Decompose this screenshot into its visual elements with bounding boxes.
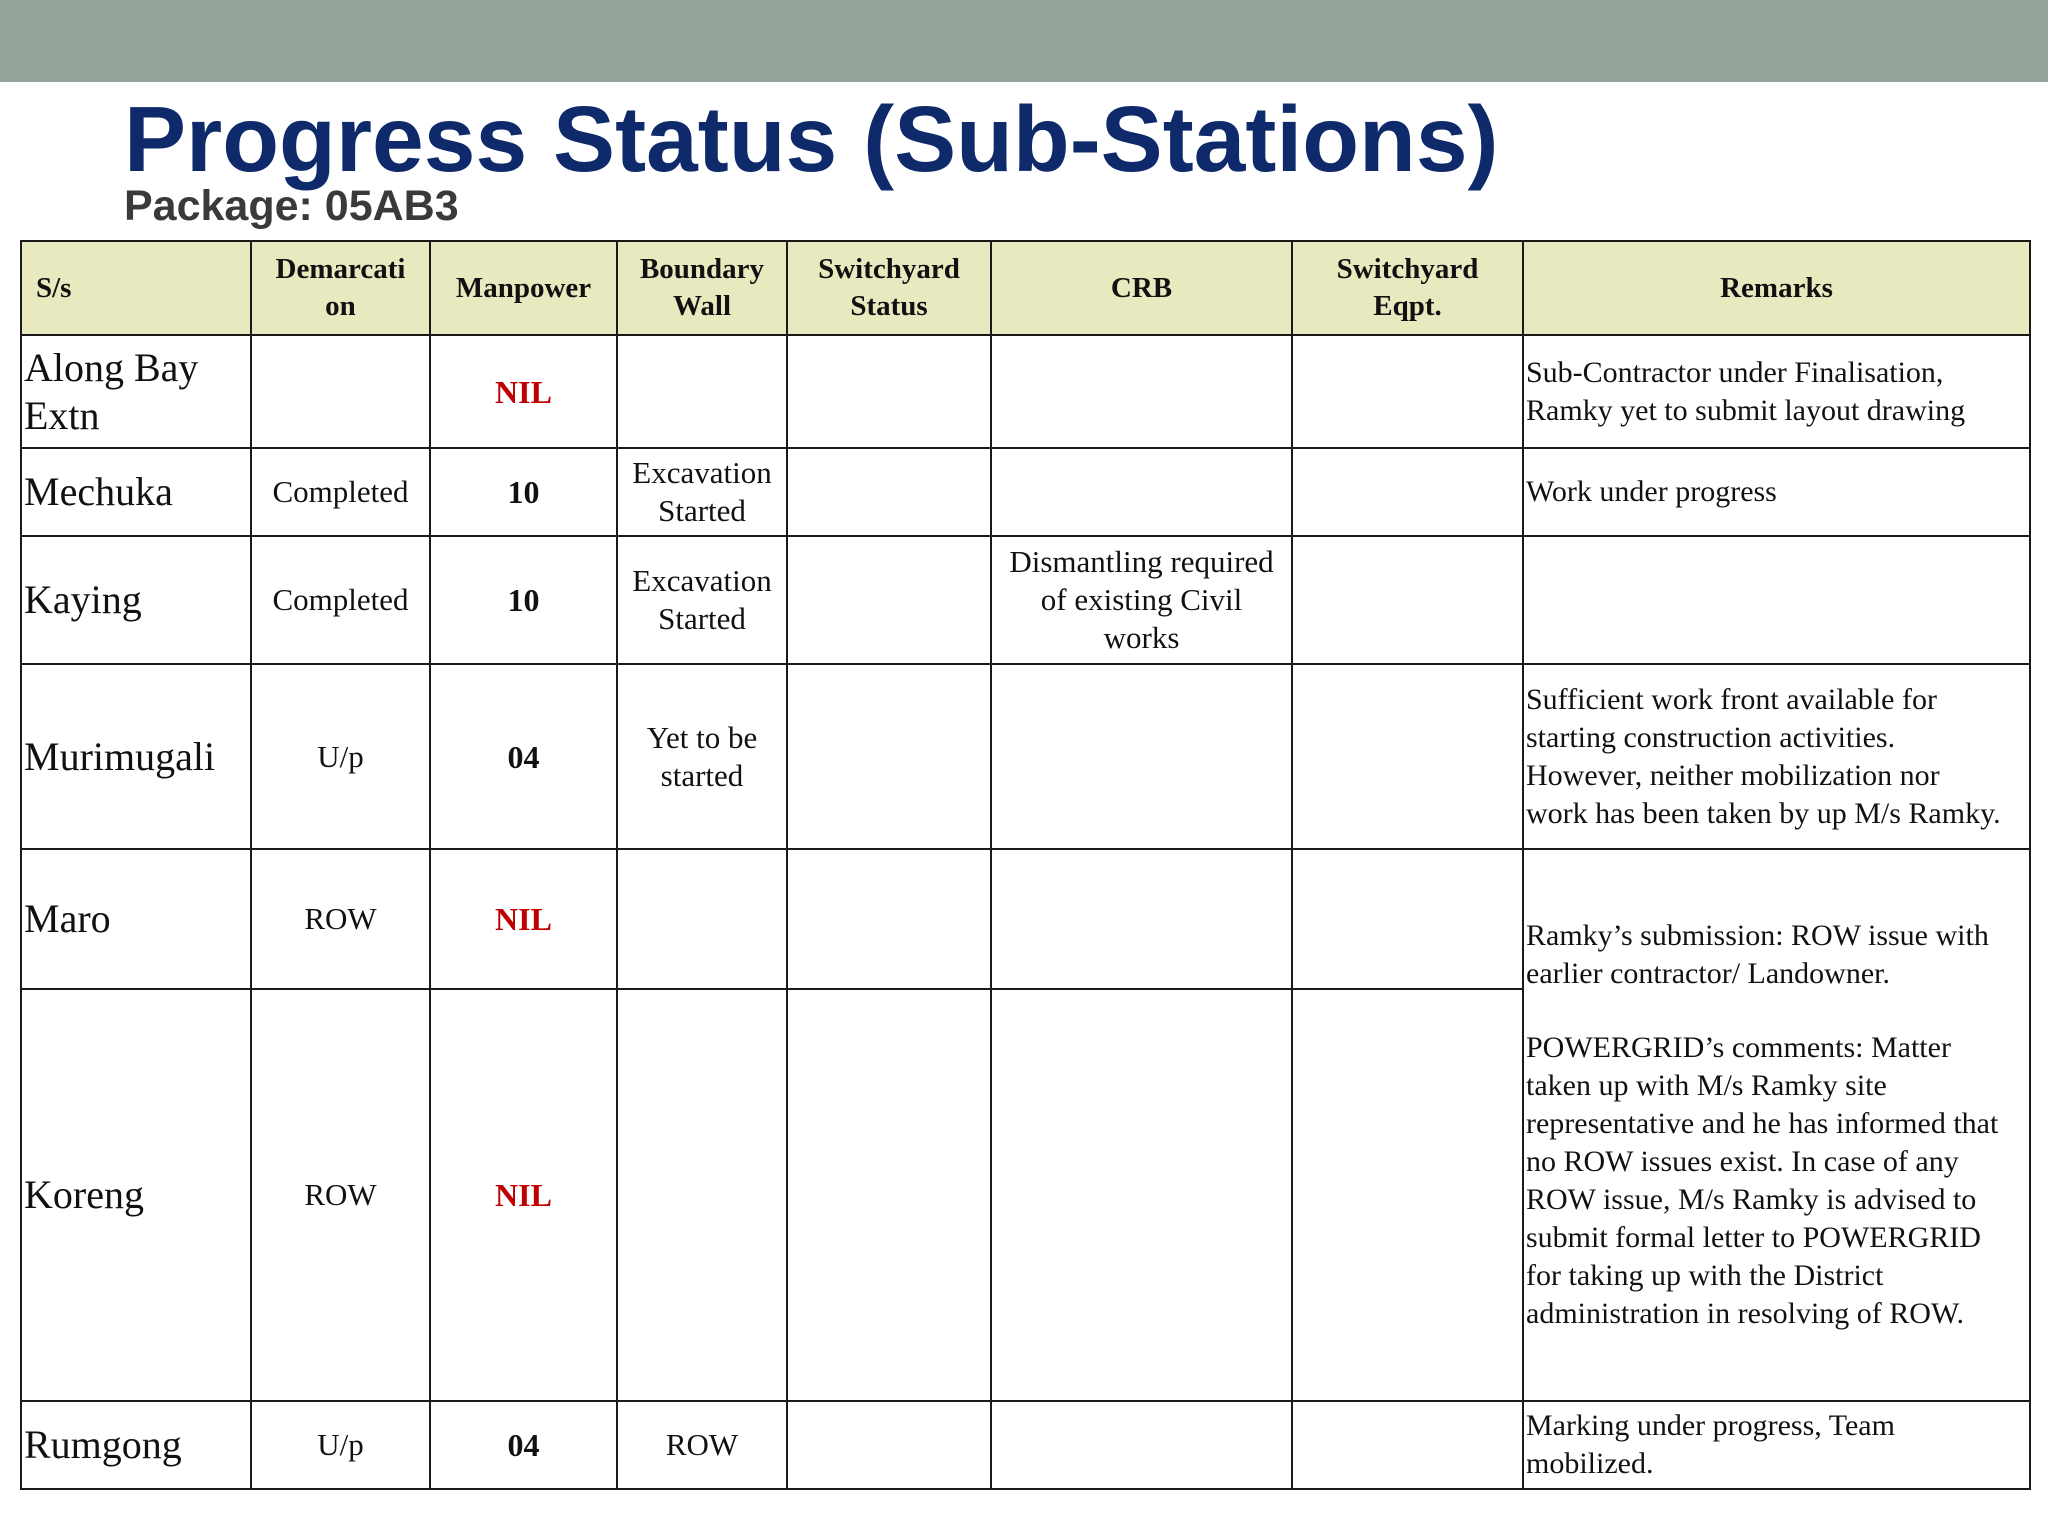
boundary-wall-line-2: Started (658, 601, 746, 636)
cell-manpower: NIL (430, 335, 617, 448)
cell-manpower: 04 (430, 664, 617, 849)
cell-demarcation: ROW (251, 849, 430, 989)
cell-crb (991, 849, 1292, 989)
remarks-gap (1526, 993, 2027, 1029)
header-boundary-wall (617, 241, 787, 335)
cell-demarcation: Completed (251, 536, 430, 664)
cell-substation: Kaying (21, 536, 251, 664)
cell-manpower: NIL (430, 989, 617, 1401)
remarks-line-2: Ramky yet to submit layout drawing (1526, 393, 1966, 427)
table-row (21, 1401, 2030, 1489)
cell-boundary-wall (617, 664, 787, 849)
cell-switchyard-eqpt (1292, 989, 1523, 1401)
cell-crb (991, 989, 1292, 1401)
boundary-wall-line-1: Yet to be (646, 719, 758, 755)
substation-name-line-2: Extn (24, 392, 100, 438)
cell-switchyard-eqpt (1292, 536, 1523, 664)
cell-remarks (1523, 664, 2030, 849)
cell-manpower: NIL (430, 849, 617, 989)
header-ss: S/s (21, 241, 251, 335)
cell-substation (21, 335, 251, 448)
cell-switchyard-eqpt (1292, 849, 1523, 989)
boundary-wall-line-2: Started (658, 493, 746, 528)
boundary-wall-line-1: Excavation (632, 563, 772, 598)
cell-substation: Rumgong (21, 1401, 251, 1489)
package-subtitle: Package: 05AB3 (124, 182, 459, 230)
remarks-line-8: submit formal letter to POWERGRID (1526, 1221, 1981, 1254)
header-crb: CRB (991, 241, 1292, 335)
crb-line-3: works (1103, 620, 1180, 655)
remarks-line-2: mobilized. (1526, 1447, 1654, 1480)
remarks-line-4: work has been taken by up M/s Ramky. (1526, 796, 2001, 830)
boundary-wall-line-2: started (660, 757, 744, 793)
table-row (21, 536, 2030, 664)
remarks-line-10: administration in resolving of ROW. (1526, 1297, 1965, 1330)
remarks-line-9: for taking up with the District (1526, 1259, 1884, 1292)
remarks-line-6: no ROW issues exist. In case of any (1526, 1145, 1959, 1178)
top-banner (0, 0, 2048, 82)
cell-switchyard-eqpt (1292, 448, 1523, 536)
cell-remarks (1523, 536, 2030, 664)
header-row (21, 241, 2030, 335)
page-title: Progress Status (Sub-Stations) (124, 87, 1499, 191)
cell-switchyard-eqpt (1292, 664, 1523, 849)
cell-boundary-wall (617, 989, 787, 1401)
header-boundary-wall-line-2: Wall (672, 290, 731, 322)
header-switchyard-status-line-1: Switchyard (818, 253, 960, 285)
cell-boundary-wall (617, 448, 787, 536)
cell-remarks: Work under progress (1523, 448, 2030, 536)
crb-line-1: Dismantling required (1009, 544, 1274, 579)
cell-crb (991, 448, 1292, 536)
header-boundary-wall-line-1: Boundary (639, 253, 765, 285)
remarks-line-3: POWERGRID’s comments: Matter (1526, 1031, 1951, 1064)
cell-substation: Koreng (21, 989, 251, 1401)
boundary-wall-line-1: Excavation (632, 455, 772, 490)
header-remarks: Remarks (1523, 241, 2030, 335)
table-row (21, 849, 2030, 989)
cell-boundary-wall (617, 335, 787, 448)
progress-status-table (20, 240, 2031, 1490)
cell-remarks (1523, 1401, 2030, 1489)
cell-remarks-merged (1523, 849, 2030, 1401)
cell-switchyard-status (787, 448, 991, 536)
header-switchyard-eqpt (1292, 241, 1523, 335)
header-switchyard-eqpt-line-1: Switchyard (1336, 253, 1479, 285)
substation-name-line-1: Along Bay (24, 344, 199, 390)
header-demarcation-line-1: Demarcati (275, 253, 406, 285)
cell-crb (991, 335, 1292, 448)
cell-remarks (1523, 335, 2030, 448)
cell-switchyard-status (787, 536, 991, 664)
remarks-line-1: Sufficient work front available for (1526, 682, 1937, 716)
cell-switchyard-status (787, 335, 991, 448)
remarks-line-4: taken up with M/s Ramky site (1526, 1069, 1887, 1102)
remarks-line-7: ROW issue, M/s Ramky is advised to (1526, 1183, 1977, 1216)
header-switchyard-status (787, 241, 991, 335)
table-row (21, 664, 2030, 849)
cell-boundary-wall (617, 849, 787, 989)
cell-substation: Murimugali (21, 664, 251, 849)
remarks-line-2: earlier contractor/ Landowner. (1526, 957, 1890, 990)
cell-switchyard-status (787, 664, 991, 849)
cell-demarcation: Completed (251, 448, 430, 536)
remarks-line-1: Ramky’s submission: ROW issue with (1526, 919, 1989, 952)
remarks-line-1: Marking under progress, Team (1526, 1409, 1895, 1442)
cell-demarcation: ROW (251, 989, 430, 1401)
cell-demarcation: U/p (251, 1401, 430, 1489)
cell-switchyard-status (787, 989, 991, 1401)
cell-switchyard-status (787, 1401, 991, 1489)
table-row (21, 335, 2030, 448)
cell-crb (991, 536, 1292, 664)
cell-manpower: 04 (430, 1401, 617, 1489)
cell-substation: Maro (21, 849, 251, 989)
crb-line-2: of existing Civil (1040, 582, 1243, 617)
cell-demarcation: U/p (251, 664, 430, 849)
cell-crb (991, 664, 1292, 849)
cell-switchyard-eqpt (1292, 335, 1523, 448)
cell-switchyard-status (787, 849, 991, 989)
remarks-line-5: representative and he has informed that (1526, 1107, 1999, 1140)
cell-manpower: 10 (430, 448, 617, 536)
cell-demarcation (251, 335, 430, 448)
remarks-line-1: Sub-Contractor under Finalisation, (1526, 355, 1944, 389)
header-demarcation (251, 241, 430, 335)
header-switchyard-eqpt-line-2: Eqpt. (1373, 290, 1442, 322)
header-switchyard-status-line-2: Status (850, 290, 928, 322)
header-demarcation-line-2: on (325, 290, 356, 322)
table-row (21, 448, 2030, 536)
header-manpower: Manpower (430, 241, 617, 335)
remarks-line-2: starting construction activities. (1526, 720, 1896, 754)
cell-manpower: 10 (430, 536, 617, 664)
cell-substation: Mechuka (21, 448, 251, 536)
cell-crb (991, 1401, 1292, 1489)
remarks-line-3: However, neither mobilization nor (1526, 758, 1940, 792)
cell-switchyard-eqpt (1292, 1401, 1523, 1489)
cell-boundary-wall: ROW (617, 1401, 787, 1489)
cell-boundary-wall (617, 536, 787, 664)
